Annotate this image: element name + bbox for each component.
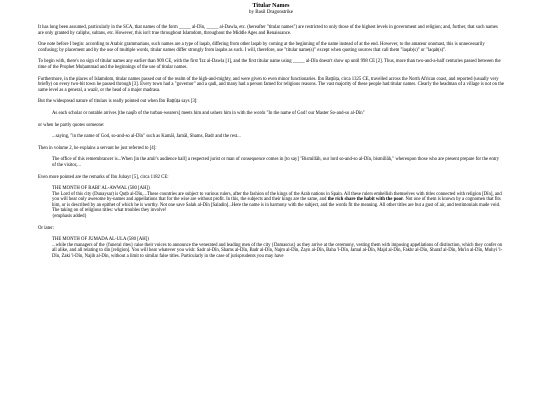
quote-5-heading: THE MONTH OF JUMADA AL-ULA (580 [AH]) xyxy=(52,237,149,243)
paragraph-7: Then in volume 2, he explains a servant he just referred to [4]: xyxy=(38,145,157,151)
quote-4-rest: . Not one of them is known by a cognomen that fits him, or is described by an epithet of which he is worthy. Not one save Salah al-Dīn [Saladin]...Here the name is in harmony with the subject, and the words fit the meaning. All other titles are but a gust of air, and testimonials made void. The taking on of religious titles: what troubles they involve! xyxy=(52,197,501,214)
page-title: Titular Names xyxy=(252,3,290,9)
paragraph-5: But the widespread nature of titulars is really pointed out when Ibn Baṭṭūṭa says [3]: xyxy=(38,99,198,105)
quote-4-body: The Lord of this city (Dunaysar) is Quṭb al-Dīn,...These countries are subject to various rulers, after the fashion of the kings of the Arab nations in Spain. All these rulers embellish themselves with titles connected with religion [Dīn], and you will hear only awesome by-names and appellations that for the wise are without profit. In this, the subjects and their kings are the same, and xyxy=(52,191,502,203)
paragraph-8: Even more pointed are the remarks of Ibn Jubayr [5], circa 1182 CE: xyxy=(38,174,169,180)
paragraph-6: or when he partly quotes someone: xyxy=(38,122,105,128)
paragraph-1: It has long been assumed, particularly in the SCA, that names of the form _____ al-Dīn, _____ al-Dawla, etc. (hereafter "titular names") are restricted to only those of the highest levels in government and religion; and, further, that such names are only granted by caliphs, sultans, etc. However, this isn't true throughout Islamdom, throughout the Middle Ages and Renaissance. xyxy=(38,25,498,36)
paragraph-4: Furthermore, in the places of Islamdom, titular names passed out of the realm of the high-and-mighty, and were given to even minor functionaries. Ibn Baṭṭūṭa, circa 1325 CE, travelled across the North African coast, and reported (usually very briefly) on every two-bit town he passed through [3]. Every town had a "governor" and a qadi, and many had a person famed for religious reasons. The vast majority of these people had titular names. Clearly the headman of a village is not on the same level as a general, a wazīr, or the head of a major madrasa. xyxy=(38,76,504,93)
block-quote-4 xyxy=(52,186,504,220)
quote-4-heading: THE MONTH OF RABI' AL-AWWAL (580 [AH]) xyxy=(52,186,150,192)
quote-4-note: {emphasis added} xyxy=(52,214,87,220)
block-quote-2: ...saying, "in the name of God, so-and-so al-Dīn" such as Kamāl, Jamāl, Shams, Badr and the rest... xyxy=(52,134,241,140)
quote-5-body: ...while the managers of the {funeral rites} raise their voices to announce the venerated and leading men of the city {Damascus} as they arrive at the ceremony, vesting them with imposing appellations of distinction, which they confer on all alike, and all relating to din [religion]. You will hear whatever you wish: Sadr al-Dīn, Shams al-Dīn, Badr al-Dīn, Najm al-Dīn, Zayn al-Dīn, Baha 'l-Dīn, Jamal al-Dīn, Majd al-Dīn, Fakhr al-Dīn, Sharaf al-Dīn, Mu'in al-Dīn, Muhyi 'l-Dīn, Zaki 'l-Dīn, Najib al-Dīn, without a limit to similar false titles. Particularly in the case of jurisprudents you may have xyxy=(52,242,503,260)
author-byline: by Basil Dragonstrike xyxy=(249,10,293,15)
paragraph-3: To begin with, there's no sign of titular names any earlier than 909 CE, with the first 'Izz al-Dawla [1], and the first titular name using _____ al-Dīn doesn't show up until 998 CE [2]. Thus, more than two-and-a-half centuries passed between the time of the Prophet Muḥammad and the beginnings of the use of titular names. xyxy=(38,59,501,70)
paragraph-9: Or later: xyxy=(38,225,54,231)
block-quote-3: The office of this remembrancer is...When [in the amīr's audience hall] a respected jurist or man of consequence comes in [to say] "Bismillāh, our lord so-and-so al-Dīn, bismillāh," whereupon those who are present prepare for the entry of the visitor,... xyxy=(52,157,500,168)
block-quote-1: As each scholar or notable arrives [the naqīb of the turban-wearers] meets him and ushers him in with the words "In the name of God! our Master So-and-so al-Dīn" xyxy=(52,110,365,116)
paragraph-2: One note before I begin: according to Arabic grammarians, such names are a type of laqab, differing from other laqab by coming at the beginning of the name instead of at the end. However, to the amateur onomast, this is unnecessarily confusing; by placement and by the use of multiple words, titular names differ strongly from laqabs as such. I will, therefore, use "titular name(s)" except when quoting sources that call them "laqab(s)" or "laqab(s)". xyxy=(38,42,485,53)
block-quote-5 xyxy=(52,237,504,259)
quote-4-emphasis: the rich share the habit with the poor xyxy=(327,197,404,203)
article xyxy=(38,3,504,266)
